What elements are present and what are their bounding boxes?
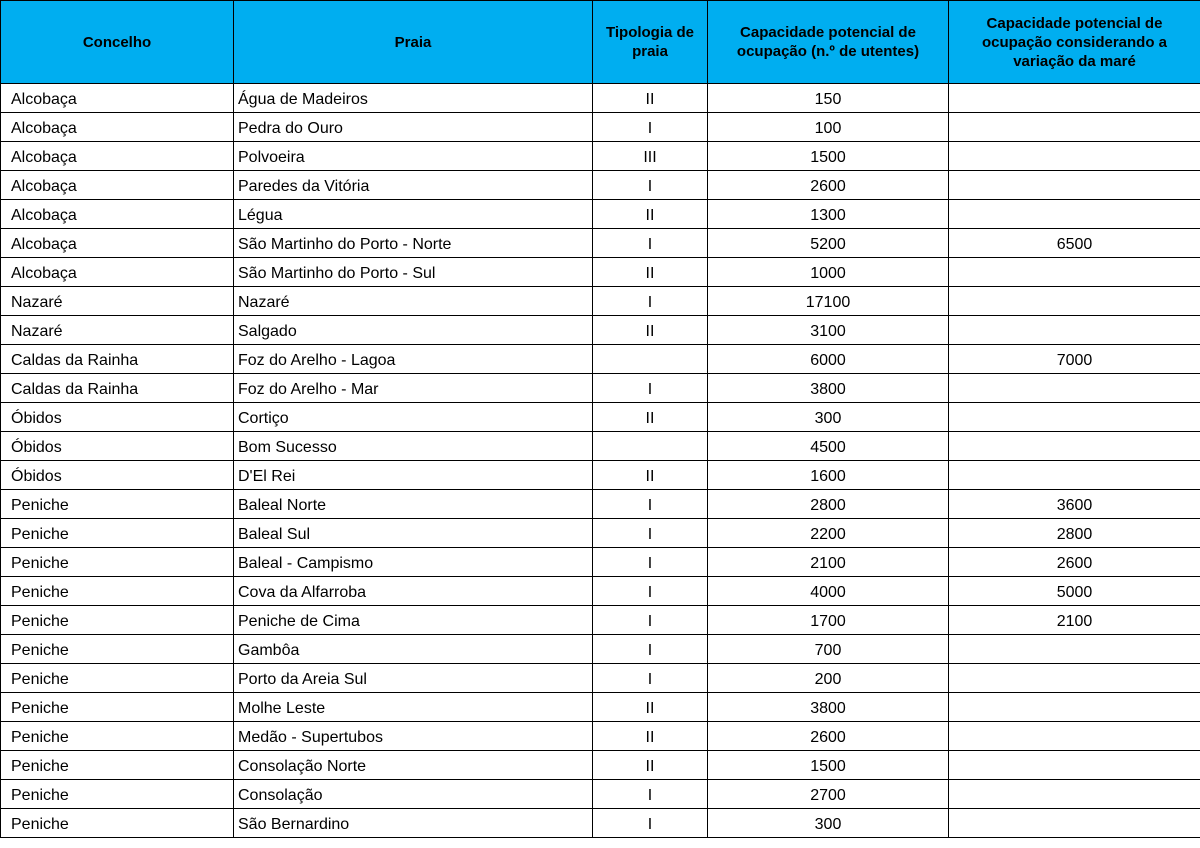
table-row [1, 664, 1200, 693]
header-capacidade-mare: Capacidade potencial de ocupação considerando a variação da maré [949, 1, 1200, 84]
cell-tipologia: I [593, 287, 708, 316]
table-row [1, 258, 1200, 287]
cell-tipologia: I [593, 780, 708, 809]
cell-concelho: Nazaré [1, 287, 234, 316]
cell-capacidade: 100 [708, 113, 949, 142]
table-row [1, 780, 1200, 809]
cell-praia: Nazaré [234, 287, 593, 316]
cell-tipologia: II [593, 200, 708, 229]
cell-capacidade-mare [949, 432, 1200, 461]
table-row [1, 316, 1200, 345]
cell-concelho: Alcobaça [1, 84, 234, 113]
cell-capacidade: 1700 [708, 606, 949, 635]
table-row [1, 751, 1200, 780]
table-body [1, 84, 1200, 838]
cell-capacidade-mare [949, 461, 1200, 490]
cell-concelho: Alcobaça [1, 229, 234, 258]
cell-tipologia: I [593, 809, 708, 838]
cell-capacidade-mare [949, 780, 1200, 809]
cell-praia: Pedra do Ouro [234, 113, 593, 142]
cell-capacidade: 300 [708, 403, 949, 432]
cell-praia: D'El Rei [234, 461, 593, 490]
table-row [1, 606, 1200, 635]
table-row [1, 142, 1200, 171]
cell-capacidade-mare: 6500 [949, 229, 1200, 258]
cell-tipologia: I [593, 606, 708, 635]
cell-capacidade: 4000 [708, 577, 949, 606]
cell-capacidade: 700 [708, 635, 949, 664]
cell-capacidade: 3800 [708, 693, 949, 722]
cell-concelho: Peniche [1, 664, 234, 693]
cell-praia: Cova da Alfarroba [234, 577, 593, 606]
cell-capacidade: 200 [708, 664, 949, 693]
cell-praia: Légua [234, 200, 593, 229]
table-header [1, 1, 1200, 84]
table-row [1, 577, 1200, 606]
table-row [1, 635, 1200, 664]
table-row [1, 287, 1200, 316]
cell-tipologia: II [593, 751, 708, 780]
cell-capacidade: 3100 [708, 316, 949, 345]
cell-concelho: Peniche [1, 490, 234, 519]
cell-concelho: Caldas da Rainha [1, 345, 234, 374]
table-row [1, 548, 1200, 577]
cell-tipologia [593, 345, 708, 374]
cell-praia: Consolação [234, 780, 593, 809]
cell-concelho: Peniche [1, 519, 234, 548]
cell-capacidade: 2200 [708, 519, 949, 548]
cell-capacidade: 300 [708, 809, 949, 838]
cell-capacidade: 1000 [708, 258, 949, 287]
header-praia: Praia [234, 1, 593, 84]
cell-capacidade: 150 [708, 84, 949, 113]
cell-concelho: Peniche [1, 809, 234, 838]
header-row [1, 1, 1200, 84]
cell-capacidade-mare: 3600 [949, 490, 1200, 519]
cell-capacidade-mare [949, 722, 1200, 751]
cell-concelho: Alcobaça [1, 171, 234, 200]
cell-praia: Foz do Arelho - Mar [234, 374, 593, 403]
cell-praia: Baleal Norte [234, 490, 593, 519]
cell-capacidade: 1600 [708, 461, 949, 490]
cell-concelho: Alcobaça [1, 113, 234, 142]
cell-capacidade-mare: 7000 [949, 345, 1200, 374]
table-row [1, 432, 1200, 461]
cell-praia: Gambôa [234, 635, 593, 664]
cell-praia: Medão - Supertubos [234, 722, 593, 751]
header-concelho: Concelho [1, 1, 234, 84]
cell-capacidade-mare [949, 84, 1200, 113]
cell-concelho: Peniche [1, 577, 234, 606]
cell-capacidade: 1300 [708, 200, 949, 229]
header-tipologia: Tipologia de praia [593, 1, 708, 84]
cell-capacidade-mare [949, 664, 1200, 693]
table-row [1, 722, 1200, 751]
cell-capacidade: 17100 [708, 287, 949, 316]
cell-capacidade: 2600 [708, 171, 949, 200]
cell-tipologia: II [593, 258, 708, 287]
cell-concelho: Peniche [1, 693, 234, 722]
cell-concelho: Peniche [1, 606, 234, 635]
cell-praia: Foz do Arelho - Lagoa [234, 345, 593, 374]
cell-praia: Peniche de Cima [234, 606, 593, 635]
table-row [1, 200, 1200, 229]
cell-concelho: Óbidos [1, 403, 234, 432]
table-row [1, 229, 1200, 258]
table-row [1, 693, 1200, 722]
cell-capacidade: 1500 [708, 142, 949, 171]
table-row [1, 490, 1200, 519]
cell-capacidade: 4500 [708, 432, 949, 461]
cell-capacidade-mare [949, 635, 1200, 664]
cell-capacidade: 5200 [708, 229, 949, 258]
cell-concelho: Peniche [1, 780, 234, 809]
cell-tipologia: III [593, 142, 708, 171]
cell-praia: Consolação Norte [234, 751, 593, 780]
cell-tipologia: I [593, 519, 708, 548]
cell-praia: Água de Madeiros [234, 84, 593, 113]
cell-capacidade-mare [949, 403, 1200, 432]
cell-praia: São Martinho do Porto - Norte [234, 229, 593, 258]
cell-praia: Paredes da Vitória [234, 171, 593, 200]
cell-praia: Porto da Areia Sul [234, 664, 593, 693]
cell-capacidade-mare: 2100 [949, 606, 1200, 635]
cell-capacidade-mare [949, 287, 1200, 316]
cell-tipologia: II [593, 461, 708, 490]
cell-concelho: Peniche [1, 751, 234, 780]
table-row [1, 345, 1200, 374]
cell-concelho: Peniche [1, 548, 234, 577]
cell-concelho: Peniche [1, 722, 234, 751]
cell-capacidade-mare [949, 113, 1200, 142]
cell-capacidade-mare [949, 693, 1200, 722]
cell-capacidade-mare [949, 258, 1200, 287]
cell-concelho: Nazaré [1, 316, 234, 345]
cell-capacidade-mare [949, 751, 1200, 780]
cell-praia: São Bernardino [234, 809, 593, 838]
cell-concelho: Caldas da Rainha [1, 374, 234, 403]
cell-tipologia: I [593, 490, 708, 519]
cell-capacidade-mare: 5000 [949, 577, 1200, 606]
cell-capacidade: 2700 [708, 780, 949, 809]
cell-capacidade: 2800 [708, 490, 949, 519]
cell-tipologia: I [593, 635, 708, 664]
cell-tipologia: I [593, 229, 708, 258]
cell-tipologia: II [593, 316, 708, 345]
table-row [1, 403, 1200, 432]
cell-capacidade-mare [949, 171, 1200, 200]
cell-praia: São Martinho do Porto - Sul [234, 258, 593, 287]
table-row [1, 113, 1200, 142]
cell-capacidade-mare [949, 200, 1200, 229]
cell-tipologia: I [593, 548, 708, 577]
cell-capacidade-mare: 2600 [949, 548, 1200, 577]
cell-capacidade-mare [949, 374, 1200, 403]
table-row [1, 84, 1200, 113]
cell-tipologia: I [593, 374, 708, 403]
cell-capacidade-mare [949, 316, 1200, 345]
cell-concelho: Alcobaça [1, 200, 234, 229]
cell-praia: Polvoeira [234, 142, 593, 171]
cell-capacidade: 2600 [708, 722, 949, 751]
cell-praia: Molhe Leste [234, 693, 593, 722]
cell-concelho: Peniche [1, 635, 234, 664]
header-capacidade: Capacidade potencial de ocupação (n.º de utentes) [708, 1, 949, 84]
table-row [1, 809, 1200, 838]
cell-praia: Baleal Sul [234, 519, 593, 548]
cell-tipologia: II [593, 693, 708, 722]
cell-tipologia: II [593, 84, 708, 113]
cell-capacidade-mare: 2800 [949, 519, 1200, 548]
cell-tipologia: I [593, 664, 708, 693]
cell-praia: Baleal - Campismo [234, 548, 593, 577]
cell-capacidade: 6000 [708, 345, 949, 374]
cell-praia: Cortiço [234, 403, 593, 432]
cell-praia: Bom Sucesso [234, 432, 593, 461]
cell-tipologia: I [593, 577, 708, 606]
table-row [1, 519, 1200, 548]
cell-concelho: Alcobaça [1, 142, 234, 171]
cell-tipologia: I [593, 113, 708, 142]
cell-capacidade: 3800 [708, 374, 949, 403]
cell-capacidade: 2100 [708, 548, 949, 577]
cell-concelho: Óbidos [1, 432, 234, 461]
cell-capacidade: 1500 [708, 751, 949, 780]
cell-concelho: Óbidos [1, 461, 234, 490]
cell-tipologia: I [593, 171, 708, 200]
cell-capacidade-mare [949, 809, 1200, 838]
table-row [1, 171, 1200, 200]
table-row [1, 374, 1200, 403]
cell-capacidade-mare [949, 142, 1200, 171]
cell-concelho: Alcobaça [1, 258, 234, 287]
cell-tipologia [593, 432, 708, 461]
cell-tipologia: II [593, 403, 708, 432]
cell-tipologia: II [593, 722, 708, 751]
table-row [1, 461, 1200, 490]
cell-praia: Salgado [234, 316, 593, 345]
